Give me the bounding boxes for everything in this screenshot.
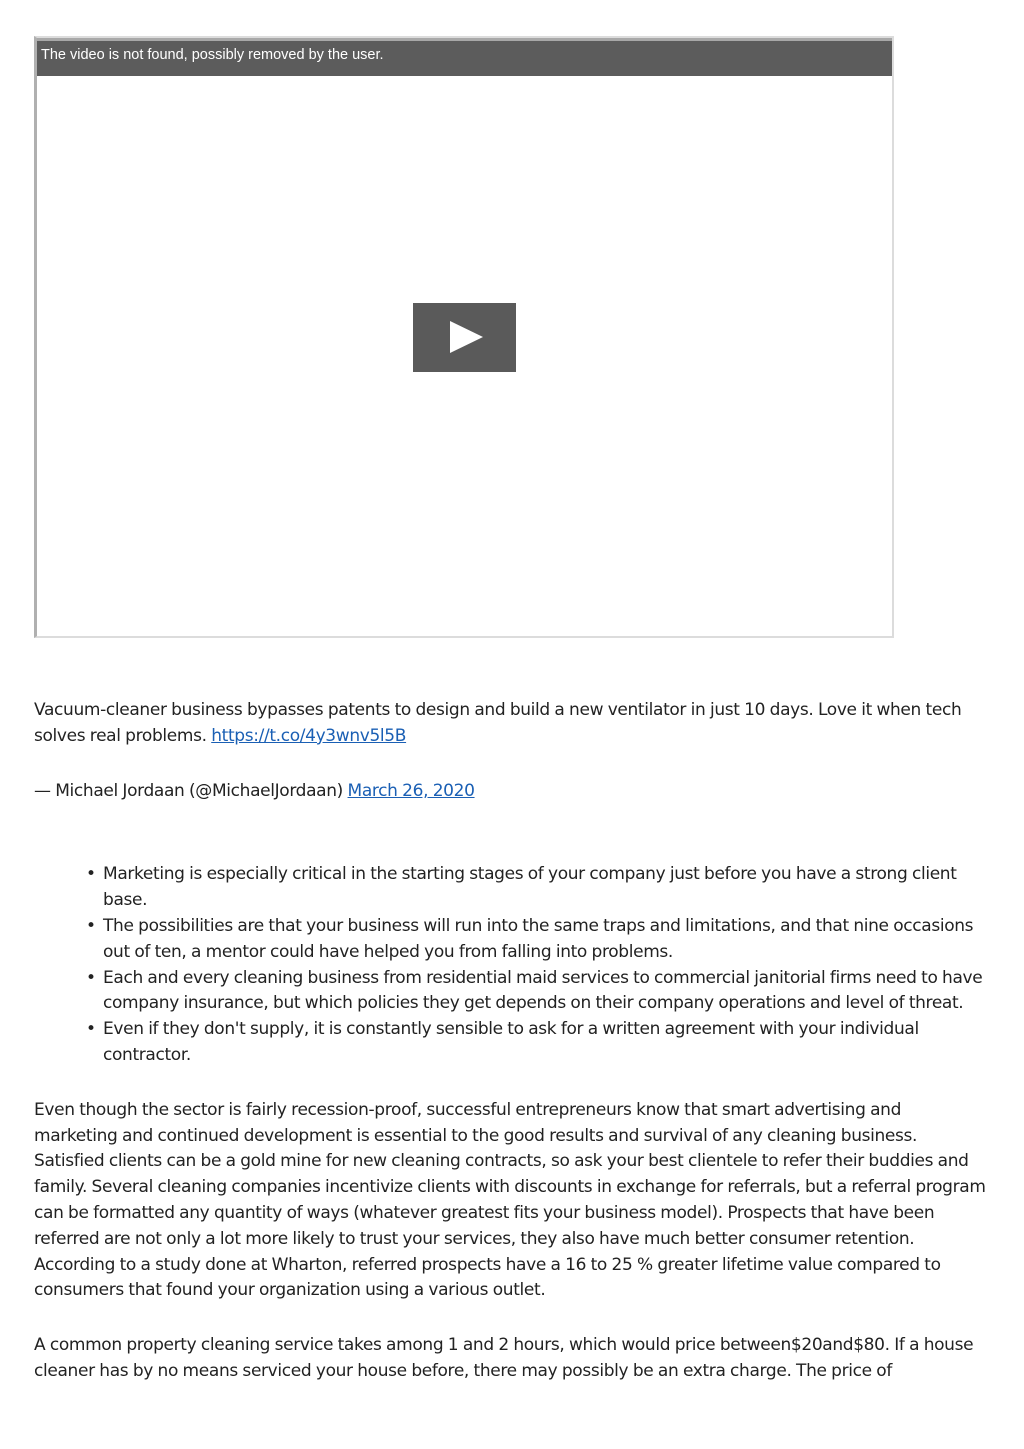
video-embed[interactable]: [34, 36, 894, 638]
tweet-text: [34, 698, 989, 750]
article-body: [34, 698, 989, 1414]
tweet-link[interactable]: https://t.co/4y3wnv5l5B: [211, 725, 407, 746]
play-button[interactable]: [413, 303, 516, 372]
list-item: • The possibilities are that your business will run into the same traps and limitations, and that nine occasions out of ten, a mentor could have helped you from falling into problems.: [103, 914, 989, 966]
tweet-date-link[interactable]: March 26, 2020: [347, 780, 475, 801]
list-item: • Marketing is especially critical in the starting stages of your company just before you have a strong client base.: [103, 862, 989, 914]
tweet-author: — Michael Jordaan (@MichaelJordaan): [34, 780, 343, 801]
video-error-bar: [37, 38, 892, 76]
list-item: • Each and every cleaning business from residential maid services to commercial janitorial firms need to have company insurance, but which policies they get depends on their company operations and level of threat.: [103, 966, 989, 1018]
list-item: • Even if they don't supply, it is constantly sensible to ask for a written agreement with your individual contractor.: [103, 1017, 989, 1069]
play-icon: [450, 321, 483, 353]
tweet-attribution: [34, 779, 989, 805]
bullet-list: [34, 862, 989, 1068]
paragraph: A common property cleaning service takes among 1 and 2 hours, which would price between$20and$80. If a house cleaner has by no means serviced your house before, there may possibly be an extra charge. The price of: [34, 1335, 974, 1381]
paragraph: Even though the sector is fairly recession-proof, successful entrepreneurs know that smart advertising and marketing and continued development is essential to the good results and survival of any cleaning business. Satisfied clients can be a gold mine for new cleaning contracts, so ask your best clientele to refer their buddies and family. Several cleaning companies incentivize clients with discounts in exchange for referrals, but a referral program can be formatted any quantity of ways (whatever greatest fits your business model). Prospects that have been referred are not only a lot more likely to trust your services, they also have much better consumer retention. According to a study done at Wharton, referred prospects have a 16 to 25 % greater lifetime value compared to consumers that found your organization using a various outlet.: [34, 1099, 986, 1301]
video-error-message: The video is not found, possibly removed by the user.: [41, 47, 384, 63]
tweet-body: Vacuum-cleaner business bypasses patents to design and build a new ventilator in just 10 days. Love it when tech solves real problems.: [34, 700, 962, 746]
